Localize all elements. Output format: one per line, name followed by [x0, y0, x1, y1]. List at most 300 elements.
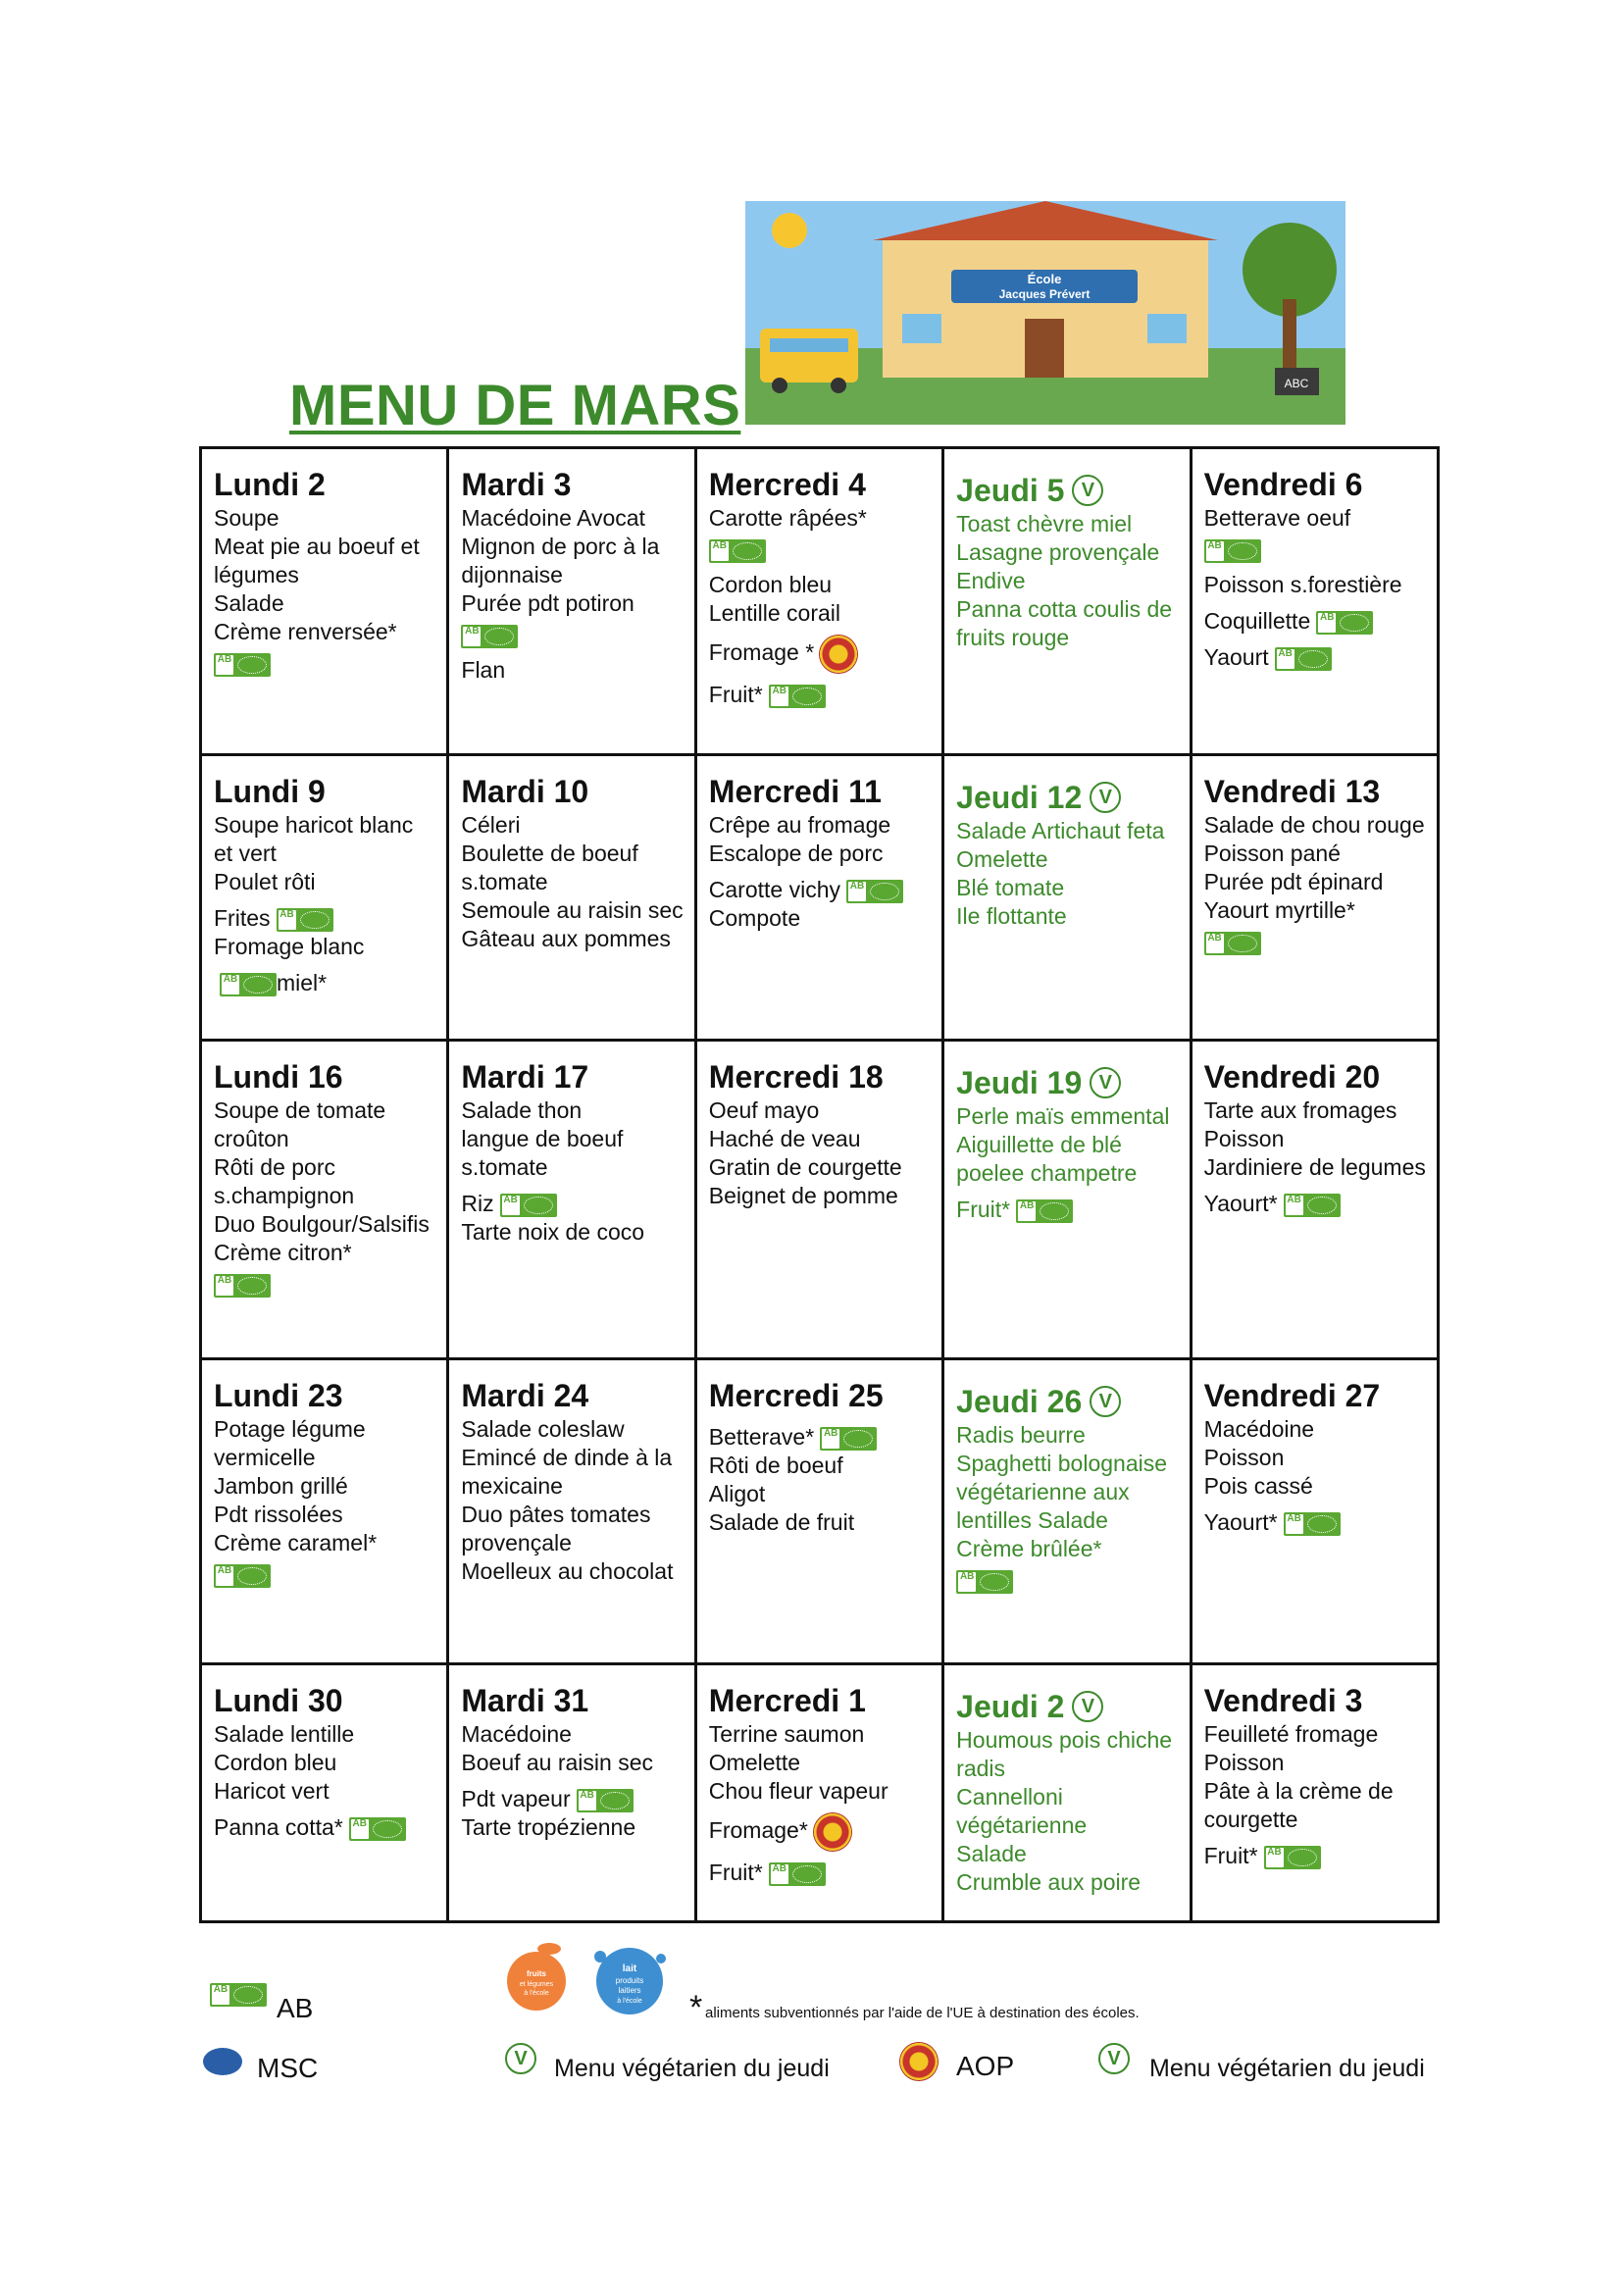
- week-row: [201, 1664, 1439, 1922]
- menu-item: [1204, 811, 1427, 840]
- ab-logo-icon: AB: [1316, 611, 1373, 635]
- legend-msc-label: MSC: [257, 2053, 319, 2083]
- menu-item-label: Endive: [956, 568, 1026, 593]
- menu-item: [709, 1720, 932, 1749]
- menu-item-label: Ile flottante: [956, 903, 1067, 929]
- menu-item: [956, 510, 1179, 538]
- week-row: [201, 1041, 1439, 1359]
- menu-item-label: Carotte râpées*: [708, 505, 867, 531]
- menu-item-label: Escalope de porc: [708, 841, 884, 866]
- ab-logo-icon: AB: [220, 973, 277, 996]
- ab-logo-icon: AB: [277, 908, 333, 932]
- menu-item-label: Salade: [956, 1841, 1027, 1866]
- menu-item: [956, 902, 1179, 931]
- menu-item-label: Emincé de dinde à la mexicaine: [461, 1445, 673, 1499]
- menu-item: [214, 1415, 436, 1472]
- menu-item: [709, 1153, 932, 1182]
- ab-logo-icon: AB: [349, 1817, 406, 1841]
- day-label: Mardi 17: [461, 1059, 589, 1095]
- menu-item: [1204, 1777, 1427, 1834]
- day-label: Mardi 24: [461, 1378, 589, 1413]
- menu-item-label: Soupe: [214, 505, 279, 531]
- menu-item-label: Riz: [461, 1191, 494, 1216]
- day-label: Mercredi 11: [708, 774, 882, 809]
- menu-item-label: Pois cassé: [1203, 1473, 1313, 1499]
- ab-logo-icon: AB: [709, 539, 766, 563]
- menu-item-label: Duo Boulgour/Salsifis: [214, 1211, 430, 1237]
- day-cell: [943, 1359, 1191, 1664]
- menu-item-label: Fruit*: [1203, 1843, 1258, 1868]
- menu-item-label: Soupe haricot blanc et vert: [214, 812, 414, 866]
- ab-logo-icon: AB: [956, 1570, 1013, 1594]
- vegetarian-icon: V: [1072, 475, 1103, 506]
- menu-item-label: Salade thon: [461, 1097, 583, 1123]
- menu-item: [214, 646, 436, 677]
- day-heading: [709, 1057, 932, 1096]
- menu-item: [1204, 868, 1427, 896]
- day-label: Mardi 10: [461, 774, 589, 809]
- legend-star: *: [689, 1989, 703, 2026]
- day-cell: [201, 755, 448, 1041]
- day-heading: [214, 1057, 436, 1096]
- day-cell: [448, 755, 695, 1041]
- day-label: Lundi 9: [214, 774, 326, 809]
- menu-item-label: Compote: [708, 905, 801, 931]
- menu-item-label: Moelleux au chocolat: [461, 1558, 674, 1584]
- day-heading: [709, 1681, 932, 1720]
- lait-produits-laitiers-ecole-logo-icon: [581, 1937, 679, 2020]
- menu-item-label: Tarte aux fromages: [1203, 1097, 1397, 1123]
- board-text: ABC: [1284, 377, 1309, 390]
- menu-item: [956, 1783, 1179, 1840]
- menu-item: [1204, 925, 1427, 955]
- menu-item: [461, 811, 684, 840]
- menu-item-label: Fromage*: [708, 1817, 808, 1844]
- menu-item: [461, 1218, 684, 1247]
- menu-item-label: Cannelloni végétarienne: [956, 1784, 1088, 1838]
- day-heading: [214, 465, 436, 504]
- menu-item: [956, 1450, 1179, 1535]
- menu-item: [709, 811, 932, 840]
- day-heading: [1204, 1681, 1427, 1720]
- menu-item: [214, 1210, 436, 1239]
- menu-item: [214, 1777, 436, 1806]
- menu-item: [461, 1125, 684, 1182]
- school-sign-line2: Jacques Prévert: [998, 287, 1091, 301]
- menu-item-label: Betterave oeuf: [1203, 505, 1351, 531]
- menu-item: [956, 1868, 1179, 1897]
- svg-text:laitiers: laitiers: [618, 1986, 641, 1995]
- menu-table: [199, 446, 1440, 1923]
- day-label: Vendredi 3: [1203, 1683, 1363, 1718]
- svg-text:à l'école: à l'école: [524, 1990, 549, 1997]
- menu-item-label: Crème citron*: [214, 1240, 352, 1265]
- day-heading: [956, 1063, 1179, 1102]
- day-cell: [695, 1359, 942, 1664]
- menu-item: [956, 817, 1179, 845]
- menu-item-label: Perle maïs emmental: [956, 1103, 1170, 1129]
- day-label: Jeudi 2: [956, 1689, 1065, 1724]
- menu-item-label: Macédoine: [461, 1721, 572, 1747]
- menu-item-label: miel*: [277, 970, 328, 995]
- menu-item: [214, 618, 436, 646]
- menu-item-label: Haché de veau: [708, 1126, 861, 1151]
- menu-item: [709, 904, 932, 933]
- day-heading: [214, 772, 436, 811]
- menu-item: [214, 1239, 436, 1267]
- menu-item: [214, 1720, 436, 1749]
- school-sign-line1: École: [1027, 272, 1062, 286]
- menu-item: [1204, 1096, 1427, 1125]
- legend-veg-label-2: Menu végétarien du jeudi: [1149, 2055, 1425, 2082]
- menu-item: [1204, 643, 1427, 672]
- menu-item: [956, 1840, 1179, 1868]
- menu-item-label: Poulet rôti: [214, 869, 316, 894]
- menu-item-label: Macédoine: [1203, 1416, 1315, 1442]
- menu-item: [709, 1813, 932, 1851]
- menu-item: [214, 533, 436, 589]
- menu-item-label: Crème caramel*: [214, 1530, 378, 1555]
- ab-logo-icon: AB: [1284, 1512, 1341, 1536]
- menu-item-label: Tarte tropézienne: [461, 1814, 636, 1840]
- menu-item-label: Crumble aux poire: [956, 1869, 1142, 1895]
- menu-item: [1204, 1749, 1427, 1777]
- menu-item: [709, 1777, 932, 1806]
- menu-item-label: Duo pâtes tomates provençale: [461, 1502, 651, 1555]
- msc-logo-icon: [203, 2048, 242, 2075]
- day-heading: [461, 465, 684, 504]
- day-cell: [943, 1041, 1191, 1359]
- day-label: Mardi 31: [461, 1683, 589, 1718]
- menu-item: [1204, 1190, 1427, 1218]
- menu-item: [1204, 571, 1427, 599]
- legend-aop-label: AOP: [956, 2051, 1015, 2081]
- menu-item: [709, 1452, 932, 1480]
- menu-item-label: Lentille corail: [708, 599, 841, 626]
- day-label: Lundi 16: [214, 1059, 343, 1095]
- menu-item: [956, 1131, 1179, 1188]
- menu-item: [214, 504, 436, 533]
- vegetarian-icon: V: [1090, 782, 1121, 813]
- day-cell: [448, 1041, 695, 1359]
- menu-item-label: Feuilleté fromage: [1203, 1721, 1379, 1747]
- menu-item: [214, 1267, 436, 1298]
- menu-item: [709, 1749, 932, 1777]
- svg-text:à l'école: à l'école: [617, 1998, 642, 2005]
- ab-logo-icon: AB: [820, 1427, 877, 1451]
- day-cell: [448, 448, 695, 755]
- menu-item-label: Fruit*: [956, 1197, 1011, 1222]
- menu-item-label: Panna cotta coulis de fruits rouge: [956, 596, 1173, 650]
- menu-item: [709, 1859, 932, 1887]
- ab-logo-icon: AB: [846, 880, 903, 903]
- ab-logo-icon: AB: [214, 1564, 271, 1588]
- menu-item-label: Fromage blanc: [214, 934, 365, 959]
- day-heading: [709, 465, 932, 504]
- menu-item-label: Chou fleur vapeur: [708, 1778, 888, 1804]
- menu-item-label: Haricot vert: [214, 1778, 330, 1804]
- menu-item-label: Betterave*: [708, 1424, 815, 1450]
- menu-item-label: Salade lentille: [214, 1721, 355, 1747]
- menu-item-label: Spaghetti bolognaise végétarienne aux lentilles Salade: [956, 1451, 1168, 1533]
- menu-item-label: Purée pdt potiron: [461, 590, 634, 616]
- ab-logo-icon: AB: [1284, 1194, 1341, 1217]
- menu-item-label: Poisson: [1203, 1445, 1285, 1470]
- menu-item: [461, 589, 684, 618]
- menu-item: [956, 567, 1179, 595]
- day-cell: [1191, 1664, 1438, 1922]
- day-label: Mercredi 25: [708, 1378, 884, 1413]
- day-label: Jeudi 26: [956, 1384, 1083, 1419]
- menu-item: [709, 681, 932, 709]
- menu-item: [956, 1421, 1179, 1450]
- menu-item: [1204, 1842, 1427, 1870]
- menu-item-label: Céleri: [461, 812, 521, 838]
- menu-item-label: Boulette de boeuf s.tomate: [461, 841, 638, 894]
- menu-item-label: Gâteau aux pommes: [461, 926, 671, 951]
- aop-logo-icon: [820, 636, 857, 673]
- menu-item-label: Omelette: [708, 1750, 801, 1775]
- menu-item: [709, 1125, 932, 1153]
- menu-item-label: Salade de fruit: [708, 1509, 855, 1535]
- day-cell: [695, 1664, 942, 1922]
- menu-item-label: Poisson s.forestière: [1203, 571, 1402, 597]
- menu-item-label: Houmous pois chiche radis: [956, 1727, 1173, 1781]
- menu-item-label: Salade Artichaut feta: [956, 818, 1165, 843]
- menu-item: [214, 933, 436, 961]
- menu-item-label: Soupe de tomate croûton: [214, 1097, 386, 1151]
- day-heading: [461, 1376, 684, 1415]
- menu-item: [1204, 840, 1427, 868]
- day-heading: [461, 1057, 684, 1096]
- menu-item-label: Jardiniere de legumes: [1203, 1154, 1426, 1180]
- day-heading: [956, 778, 1179, 817]
- menu-item: [956, 1535, 1179, 1563]
- menu-item-label: Coquillette: [1203, 607, 1311, 634]
- vegetarian-icon: V: [1098, 2043, 1130, 2074]
- menu-item-label: Crème brûlée*: [956, 1536, 1102, 1561]
- menu-item-label: Frites: [214, 905, 271, 931]
- ab-logo-icon: AB: [1204, 539, 1261, 563]
- day-cell: [1191, 1041, 1438, 1359]
- menu-item-label: Crêpe au fromage: [708, 812, 891, 838]
- menu-item-label: Fruit*: [708, 1860, 763, 1885]
- menu-item-label: Rôti de porc s.champignon: [214, 1154, 355, 1208]
- aop-logo-icon: [814, 1813, 851, 1851]
- svg-text:produits: produits: [615, 1976, 644, 1985]
- ab-logo-icon: AB: [577, 1789, 634, 1812]
- menu-item-label: Omelette: [956, 846, 1048, 872]
- menu-item: [709, 1182, 932, 1210]
- menu-item-label: Gratin de courgette: [708, 1154, 902, 1180]
- menu-item-label: Poisson pané: [1203, 841, 1341, 866]
- menu-item: [461, 1749, 684, 1777]
- day-cell: [201, 448, 448, 755]
- menu-item: [956, 538, 1179, 567]
- menu-item: [709, 599, 932, 628]
- menu-item: [956, 1726, 1179, 1783]
- menu-item: [461, 1813, 684, 1842]
- day-heading: [1204, 1376, 1427, 1415]
- menu-item: [461, 1501, 684, 1557]
- menu-item-label: Yaourt*: [1203, 1509, 1278, 1535]
- menu-item: [956, 845, 1179, 874]
- day-cell: [943, 755, 1191, 1041]
- day-label: Vendredi 27: [1203, 1378, 1381, 1413]
- menu-item: [956, 874, 1179, 902]
- menu-item-label: Pdt vapeur: [461, 1786, 571, 1811]
- menu-item: [709, 1508, 932, 1537]
- menu-item: [461, 840, 684, 896]
- day-heading: [956, 471, 1179, 510]
- menu-item: [1204, 1153, 1427, 1182]
- menu-item: [214, 1749, 436, 1777]
- menu-item: [709, 840, 932, 868]
- svg-text:et légumes: et légumes: [519, 1981, 554, 1988]
- menu-item-label: Salade coleslaw: [461, 1416, 625, 1442]
- day-heading: [709, 772, 932, 811]
- ab-logo-icon: AB: [461, 625, 518, 648]
- menu-item-label: Boeuf au raisin sec: [461, 1750, 654, 1775]
- day-cell: [201, 1041, 448, 1359]
- menu-item: [214, 969, 436, 997]
- menu-item-label: Flan: [461, 656, 506, 683]
- day-label: Lundi 30: [214, 1683, 343, 1718]
- menu-item: [461, 896, 684, 925]
- menu-item: [709, 533, 932, 563]
- menu-item: [461, 1444, 684, 1501]
- menu-item: [1204, 1472, 1427, 1501]
- menu-item-label: Blé tomate: [956, 875, 1065, 900]
- menu-item: [461, 533, 684, 589]
- menu-item: [461, 618, 684, 648]
- day-heading: [956, 1687, 1179, 1726]
- menu-item-label: Aiguillette de blé poelee champetre: [956, 1132, 1138, 1186]
- menu-item: [461, 1096, 684, 1125]
- day-cell: [1191, 448, 1438, 755]
- menu-item-label: Salade de chou rouge: [1203, 812, 1425, 838]
- svg-text:lait: lait: [622, 1963, 637, 1974]
- menu-item-label: Poisson: [1203, 1750, 1285, 1775]
- menu-item: [461, 1557, 684, 1586]
- school-illustration: [745, 201, 1345, 425]
- day-cell: [695, 1041, 942, 1359]
- day-cell: [695, 448, 942, 755]
- day-cell: [448, 1359, 695, 1664]
- menu-item-label: Toast chèvre miel: [956, 511, 1133, 536]
- day-heading: [1204, 465, 1427, 504]
- menu-item: [1204, 504, 1427, 533]
- day-label: Mercredi 4: [708, 467, 866, 502]
- day-label: Jeudi 12: [956, 780, 1083, 815]
- menu-item: [461, 1415, 684, 1444]
- menu-item: [214, 1472, 436, 1501]
- menu-item-label: Tarte noix de coco: [461, 1219, 645, 1245]
- day-label: Mercredi 1: [708, 1683, 866, 1718]
- day-cell: [943, 448, 1191, 755]
- ab-logo-icon: AB: [1264, 1846, 1321, 1869]
- menu-item-label: Fromage *: [708, 639, 815, 665]
- day-cell: [1191, 755, 1438, 1041]
- legend-ab-label: AB: [277, 1993, 314, 2023]
- menu-item-label: Poisson: [1203, 1126, 1285, 1151]
- day-cell: [201, 1664, 448, 1922]
- menu-item-label: Purée pdt épinard: [1203, 869, 1384, 894]
- menu-item: [1204, 607, 1427, 636]
- menu-item-label: Lasagne provençale: [956, 539, 1160, 565]
- menu-item: [709, 1480, 932, 1508]
- vegetarian-icon: V: [1072, 1691, 1103, 1722]
- menu-item: [214, 1096, 436, 1153]
- menu-item-label: Fruit*: [708, 681, 763, 707]
- day-heading: [1204, 1057, 1427, 1096]
- day-heading: [956, 1382, 1179, 1421]
- menu-item-label: Meat pie au boeuf et légumes: [214, 534, 420, 587]
- menu-item: [461, 1190, 684, 1218]
- menu-item-label: Semoule au raisin sec: [461, 897, 684, 923]
- menu-item-label: Cordon bleu: [708, 571, 833, 597]
- menu-item: [956, 1102, 1179, 1131]
- menu-item: [214, 811, 436, 868]
- menu-item-label: Macédoine Avocat: [461, 505, 645, 531]
- menu-item: [1204, 1444, 1427, 1472]
- menu-item: [709, 1096, 932, 1125]
- ab-logo-icon: AB: [214, 653, 271, 677]
- menu-item-label: Jambon grillé: [214, 1473, 348, 1499]
- ab-logo-icon: AB: [1016, 1199, 1073, 1223]
- ab-logo-icon: AB: [769, 685, 826, 708]
- day-heading: [709, 1376, 932, 1415]
- menu-item-label: Terrine saumon: [708, 1721, 865, 1747]
- menu-item: [214, 1813, 436, 1842]
- menu-item-label: Aligot: [708, 1481, 766, 1506]
- ab-logo-icon: AB: [500, 1194, 557, 1217]
- menu-item: [956, 1563, 1179, 1594]
- day-label: Jeudi 5: [956, 473, 1065, 508]
- menu-item: [1204, 896, 1427, 925]
- menu-item: [214, 1557, 436, 1588]
- menu-item: [1204, 533, 1427, 563]
- day-heading: [1204, 772, 1427, 811]
- day-heading: [461, 1681, 684, 1720]
- menu-item-label: Radis beurre: [956, 1422, 1086, 1448]
- menu-item-label: Oeuf mayo: [708, 1097, 820, 1123]
- menu-item-label: Salade: [214, 590, 284, 616]
- day-cell: [448, 1664, 695, 1922]
- menu-item: [461, 1720, 684, 1749]
- menu-item: [214, 868, 436, 896]
- day-heading: [214, 1376, 436, 1415]
- day-label: Vendredi 13: [1203, 774, 1381, 809]
- week-row: [201, 755, 1439, 1041]
- menu-item-label: Pâte à la crème de courgette: [1203, 1778, 1394, 1832]
- menu-item-label: Crème renversée*: [214, 619, 397, 644]
- day-label: Lundi 2: [214, 467, 326, 502]
- ab-logo-icon: AB: [214, 1274, 271, 1298]
- day-heading: [214, 1681, 436, 1720]
- menu-item: [709, 504, 932, 533]
- menu-item: [1204, 1125, 1427, 1153]
- menu-item: [1204, 1720, 1427, 1749]
- vegetarian-icon: V: [1090, 1386, 1121, 1417]
- menu-item-label: Potage légume vermicelle: [214, 1416, 366, 1470]
- menu-item: [956, 595, 1179, 652]
- menu-item: [214, 1501, 436, 1529]
- day-label: Vendredi 20: [1203, 1059, 1381, 1095]
- day-label: Lundi 23: [214, 1378, 343, 1413]
- menu-item: [709, 1423, 932, 1452]
- svg-text:fruits: fruits: [527, 1969, 546, 1978]
